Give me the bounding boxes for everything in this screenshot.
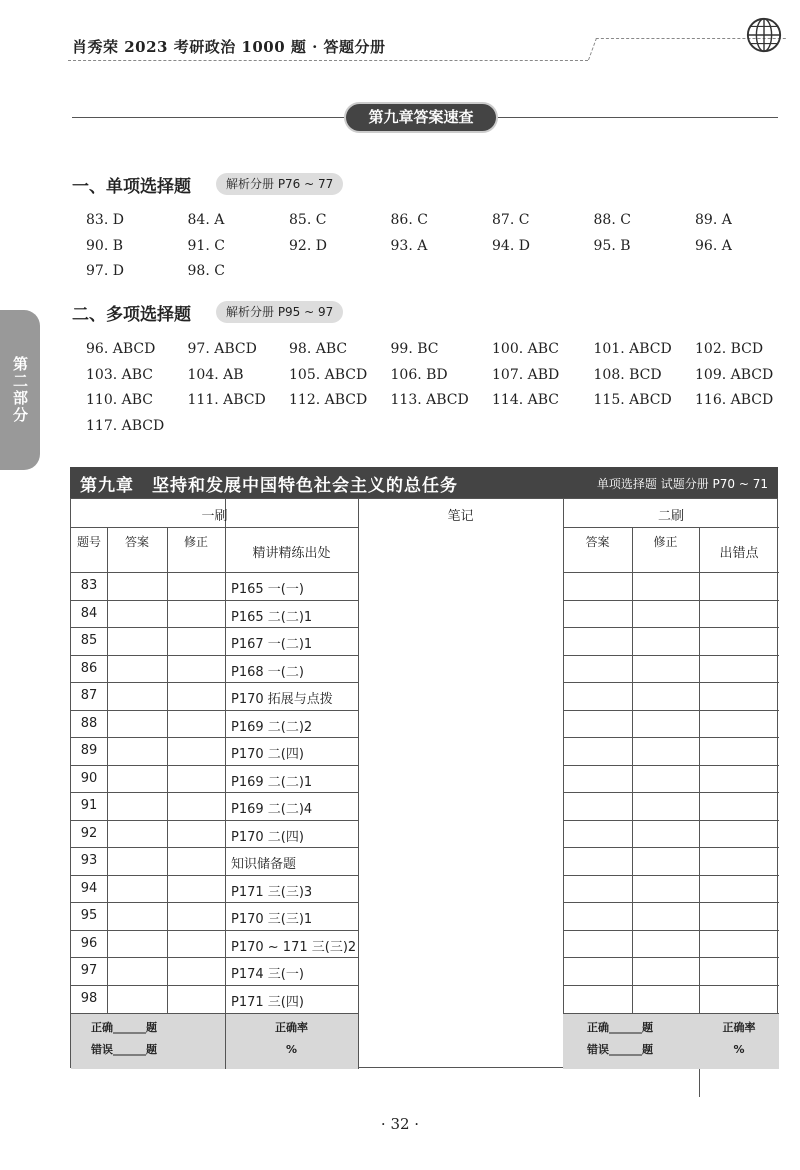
row-number: 93 xyxy=(80,853,98,868)
row-number: 86 xyxy=(80,660,98,676)
row-source: P171 三(四) xyxy=(231,994,304,1010)
answer-item: 108. BCD xyxy=(593,366,662,383)
answer-item: 105. ABCD xyxy=(289,366,368,383)
side-tab: 第二部分 xyxy=(0,310,40,470)
answer-item: 111. ABCD xyxy=(187,392,266,408)
row-number: 98 xyxy=(80,990,98,1006)
answer-item: 98. ABC xyxy=(289,341,348,357)
row-source: P165 一(一) xyxy=(231,582,304,597)
col-ans-header: 答案 xyxy=(124,535,149,549)
row-number: 95 xyxy=(80,908,98,923)
row-number: 85 xyxy=(80,633,98,648)
answer-item: 106. BD xyxy=(390,366,448,383)
answer-item: 83. D xyxy=(86,212,124,228)
footer2-wrong: 错误______题 xyxy=(587,1043,653,1056)
answer-item: 113. ABCD xyxy=(390,392,469,408)
table-header-bar xyxy=(70,467,778,498)
header-divider xyxy=(68,60,588,61)
answer-item: 92. D xyxy=(289,237,327,254)
chapter-banner: 第九章答案速查 xyxy=(346,104,496,131)
answer-item: 93. A xyxy=(390,237,428,254)
footer2-rate: 正确率 xyxy=(722,1021,756,1034)
row-number: 91 xyxy=(80,798,98,813)
row-source: P165 二(二)1 xyxy=(231,609,313,625)
answer-item: 98. C xyxy=(187,263,225,279)
globe-icon xyxy=(745,16,783,54)
row-number: 87 xyxy=(80,688,98,703)
row-source: P170 三(三)1 xyxy=(231,912,313,927)
row-source: P170 ~ 171 三(三)2 xyxy=(231,939,357,955)
answer-item: 85. C xyxy=(289,212,327,228)
footer-percent: % xyxy=(285,1043,298,1056)
answer-item: 109. ABCD xyxy=(695,366,774,383)
answer-item: 97. ABCD xyxy=(187,341,257,357)
row-source: P170 二(四) xyxy=(231,747,304,762)
answer-item: 99. BC xyxy=(390,341,439,357)
row-source: P170 拓展与点拨 xyxy=(231,692,333,707)
answer-item: 86. C xyxy=(390,212,428,228)
answer-item: 95. B xyxy=(593,237,631,254)
page-number: · 32 · xyxy=(380,1115,420,1133)
row-source: 知识储备题 xyxy=(231,857,297,872)
answer-item: 114. ABC xyxy=(492,392,559,408)
notes-header: 笔记 xyxy=(447,509,474,524)
col-fix2-header: 修正 xyxy=(653,535,678,549)
answer-item: 100. ABC xyxy=(492,341,559,357)
header-title: 肖秀荣 2023 考研政治 1000 题 · 答题分册 xyxy=(72,38,386,56)
answer-item: 102. BCD xyxy=(695,341,764,357)
group1-header: 一刷 xyxy=(201,509,228,524)
multi-choice-title: 二、多项选择题 xyxy=(72,305,191,325)
single-choice-ref: 解析分册 P76 ~ 77 xyxy=(216,173,343,195)
answer-item: 107. ABD xyxy=(492,366,560,383)
row-source: P170 二(四) xyxy=(231,829,304,845)
row-number: 92 xyxy=(80,825,98,841)
col-err-header: 出错点 xyxy=(719,546,759,561)
answer-item: 117. ABCD xyxy=(86,417,165,434)
row-source: P169 二(二)1 xyxy=(231,774,313,790)
answer-item: 91. C xyxy=(187,237,225,254)
row-source: P168 一(二) xyxy=(231,664,304,680)
row-number: 89 xyxy=(80,743,98,758)
review-table xyxy=(70,498,778,1068)
col-src-header: 精讲精练出处 xyxy=(252,546,331,561)
group2-header: 二刷 xyxy=(657,509,684,524)
col-ans2-header: 答案 xyxy=(585,535,610,549)
answer-item: 94. D xyxy=(492,237,530,254)
answer-item: 112. ABCD xyxy=(289,392,368,408)
answer-item: 84. A xyxy=(187,212,225,228)
answer-item: 97. D xyxy=(86,263,124,279)
footer-rate: 正确率 xyxy=(275,1021,308,1034)
row-source: P174 三(一) xyxy=(231,967,304,982)
single-choice-answers xyxy=(86,208,797,285)
footer-wrong: 错误______题 xyxy=(91,1043,157,1056)
answer-item: 115. ABCD xyxy=(593,392,672,408)
footer-correct: 正确______题 xyxy=(91,1021,157,1034)
row-number: 84 xyxy=(80,605,98,621)
row-number: 96 xyxy=(80,935,98,951)
table-title: 第九章 坚持和发展中国特色社会主义的总任务 xyxy=(80,476,458,496)
col-fix-header: 修正 xyxy=(183,535,208,549)
answer-item: 104. AB xyxy=(187,366,244,383)
multi-choice-answers xyxy=(86,337,797,439)
answer-item: 89. A xyxy=(695,212,732,228)
col-num-header: 题号 xyxy=(76,535,101,549)
answer-item: 88. C xyxy=(593,212,631,228)
single-choice-title: 一、单项选择题 xyxy=(72,177,191,197)
answer-item: 87. C xyxy=(492,212,530,228)
answer-item: 101. ABCD xyxy=(593,341,672,357)
row-number: 88 xyxy=(80,715,98,731)
table-subtitle: 单项选择题 试题分册 P70 ~ 71 xyxy=(596,477,768,491)
footer2-percent: % xyxy=(733,1043,745,1056)
answer-item: 103. ABC xyxy=(86,366,153,383)
row-number: 83 xyxy=(80,578,98,593)
answer-item: 90. B xyxy=(86,237,124,254)
answer-item: 96. ABCD xyxy=(86,341,156,357)
row-number: 90 xyxy=(80,770,98,786)
footer2-correct: 正确______题 xyxy=(587,1021,653,1034)
answer-item: 116. ABCD xyxy=(695,392,774,408)
answer-item: 96. A xyxy=(695,237,732,254)
row-source: P171 三(三)3 xyxy=(231,884,313,900)
row-source: P169 二(二)2 xyxy=(231,719,313,735)
row-source: P167 一(二)1 xyxy=(231,637,313,652)
answer-item: 110. ABC xyxy=(86,392,153,408)
row-number: 97 xyxy=(80,963,98,978)
row-source: P169 二(二)4 xyxy=(231,802,313,817)
row-number: 94 xyxy=(80,880,98,896)
multi-choice-ref: 解析分册 P95 ~ 97 xyxy=(216,301,343,323)
